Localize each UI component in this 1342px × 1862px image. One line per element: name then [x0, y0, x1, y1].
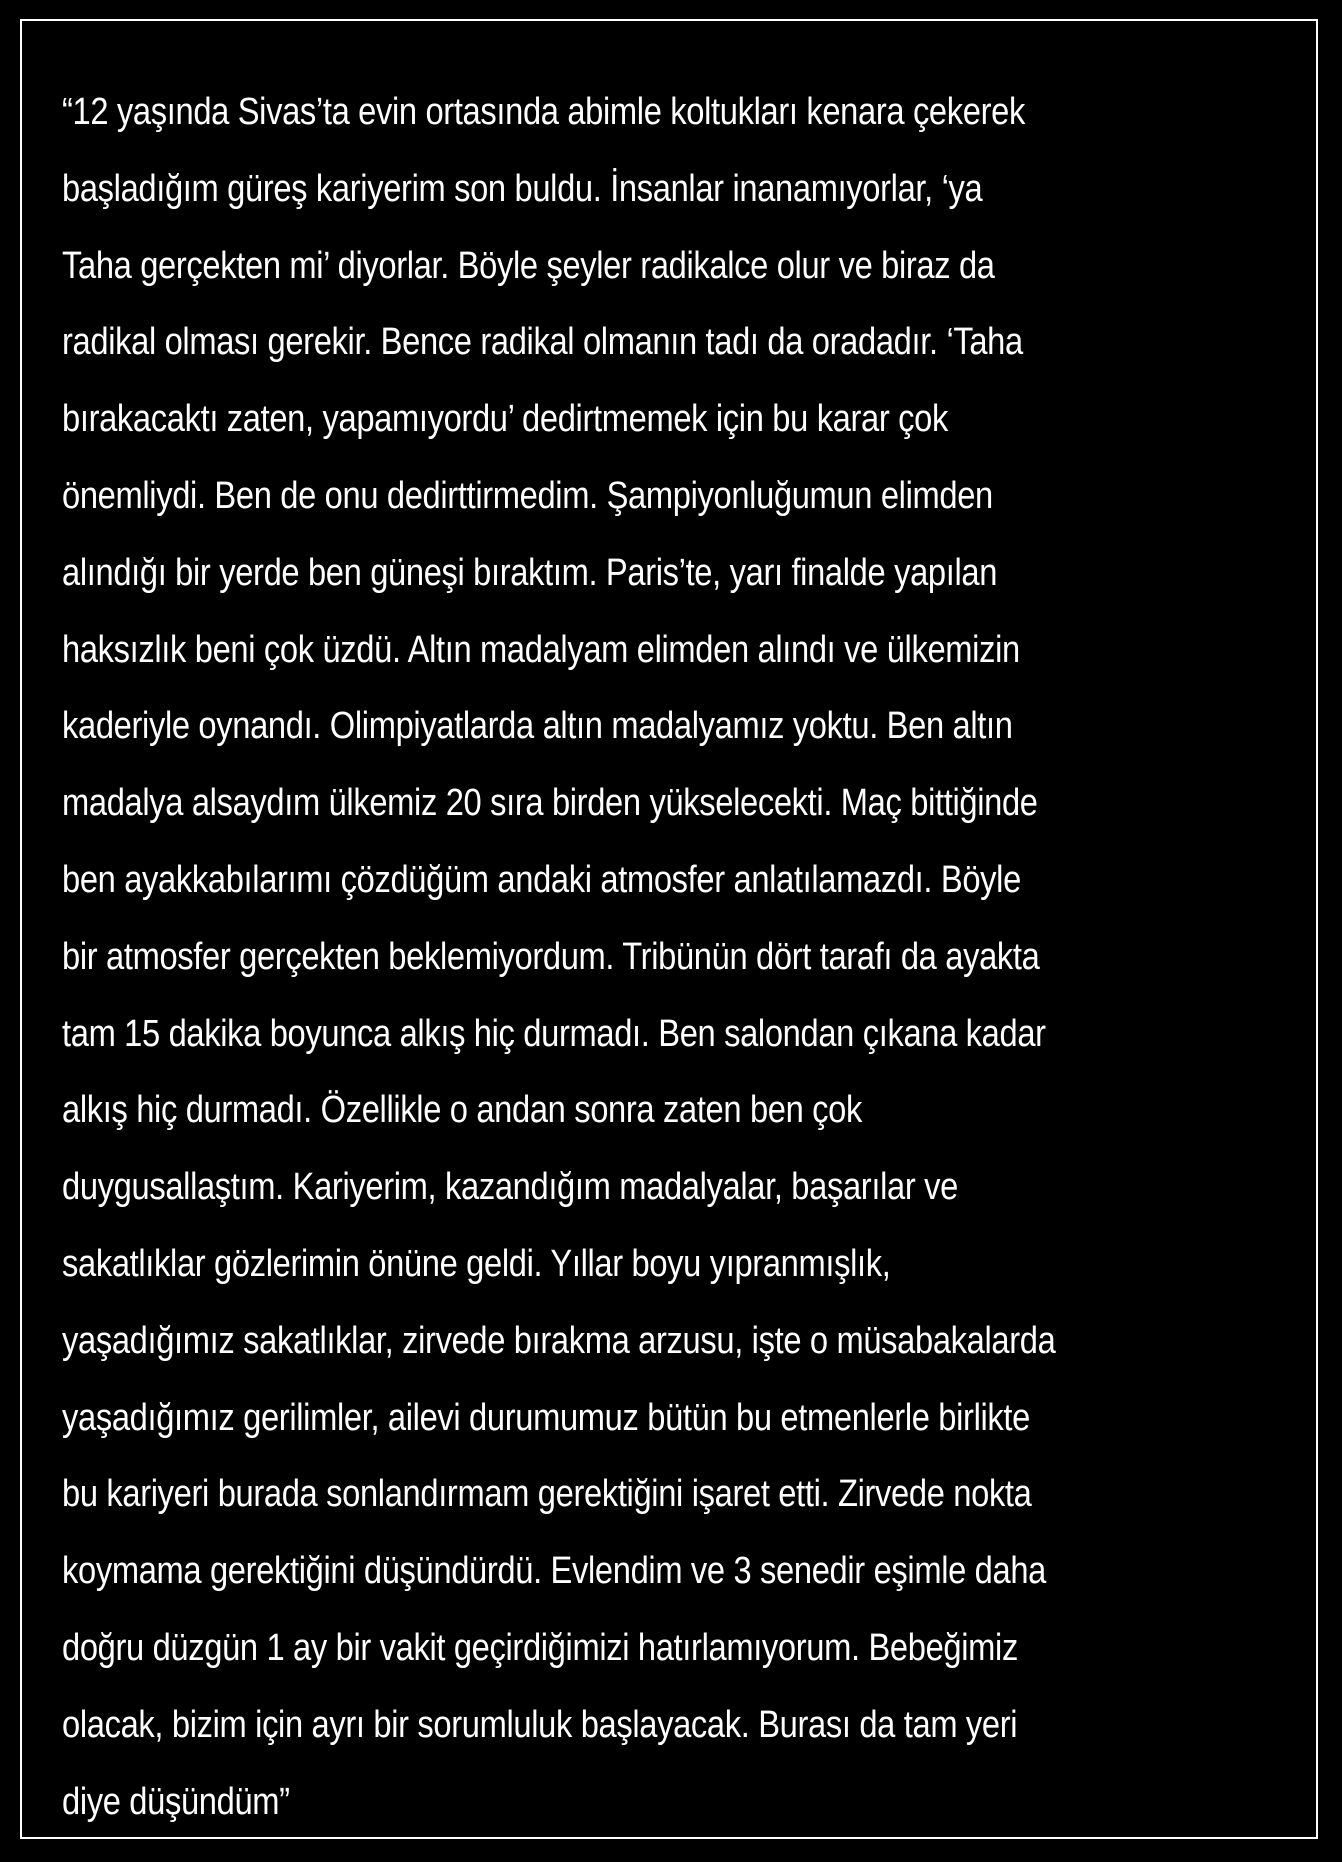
quote-line: koymama gerektiğini düşündürdü. Evlendim ve 3 senedir eşimle daha	[62, 1550, 1047, 1593]
quote-line: Taha gerçekten mi’ diyorlar. Böyle şeyler radikalce olur ve biraz da	[62, 244, 995, 287]
quote-line: önemliydi. Ben de onu dedirttirmedim. Şampiyonluğumun elimden	[62, 474, 993, 517]
quote-line: sakatlıklar gözlerimin önüne geldi. Yıllar boyu yıpranmışlık,	[62, 1242, 891, 1285]
quote-line: haksızlık beni çok üzdü. Altın madalyam elimden alındı ve ülkemizin	[62, 628, 1020, 671]
quote-line: tam 15 dakika boyunca alkış hiç durmadı. Ben salondan çıkana kadar	[62, 1012, 1046, 1055]
quote-line: alkış hiç durmadı. Özellikle o andan sonra zaten ben çok	[62, 1089, 863, 1132]
quote-line: olacak, bizim için ayrı bir sorumluluk başlayacak. Burası da tam yeri	[62, 1703, 1018, 1746]
quote-line: başladığım güreş kariyerim son buldu. İnsanlar inanamıyorlar, ‘ya	[62, 167, 983, 210]
quote-line: bırakacaktı zaten, yapamıyordu’ dedirtmemek için bu karar çok	[62, 398, 948, 441]
quote-line: ben ayakkabılarımı çözdüğüm andaki atmosfer anlatılamazdı. Böyle	[62, 858, 1021, 901]
quote-line: bu kariyeri burada sonlandırmam gerektiğini işaret etti. Zirvede nokta	[62, 1473, 1032, 1516]
quote-line: doğru düzgün 1 ay bir vakit geçirdiğimizi hatırlamıyorum. Bebeğimiz	[62, 1626, 1018, 1669]
quote-line: kaderiyle oynandı. Olimpiyatlarda altın madalyamız yoktu. Ben altın	[62, 705, 1013, 748]
quote-text	[62, 74, 1282, 1840]
quote-line: bir atmosfer gerçekten beklemiyordum. Tribünün dört tarafı da ayakta	[62, 935, 1040, 978]
quote-line: madalya alsaydım ülkemiz 20 sıra birden yükselecekti. Maç bittiğinde	[62, 782, 1038, 825]
quote-line: radikal olması gerekir. Bence radikal olmanın tadı da oradadır. ‘Taha	[62, 321, 1023, 364]
quote-line: duygusallaştım. Kariyerim, kazandığım madalyalar, başarılar ve	[62, 1166, 958, 1209]
quote-line: “12 yaşında Sivas’ta evin ortasında abimle koltukları kenara çekerek	[62, 91, 1025, 133]
quote-line: alındığı bir yerde ben güneşi bıraktım. Paris’te, yarı finalde yapılan	[62, 551, 998, 594]
quote-line: yaşadığımız sakatlıklar, zirvede bırakma arzusu, işte o müsabakalarda	[62, 1319, 1056, 1362]
quote-line: yaşadığımız gerilimler, ailevi durumumuz bütün bu etmenlerle birlikte	[62, 1396, 1030, 1439]
quote-line: diye düşündüm”	[62, 1780, 290, 1823]
